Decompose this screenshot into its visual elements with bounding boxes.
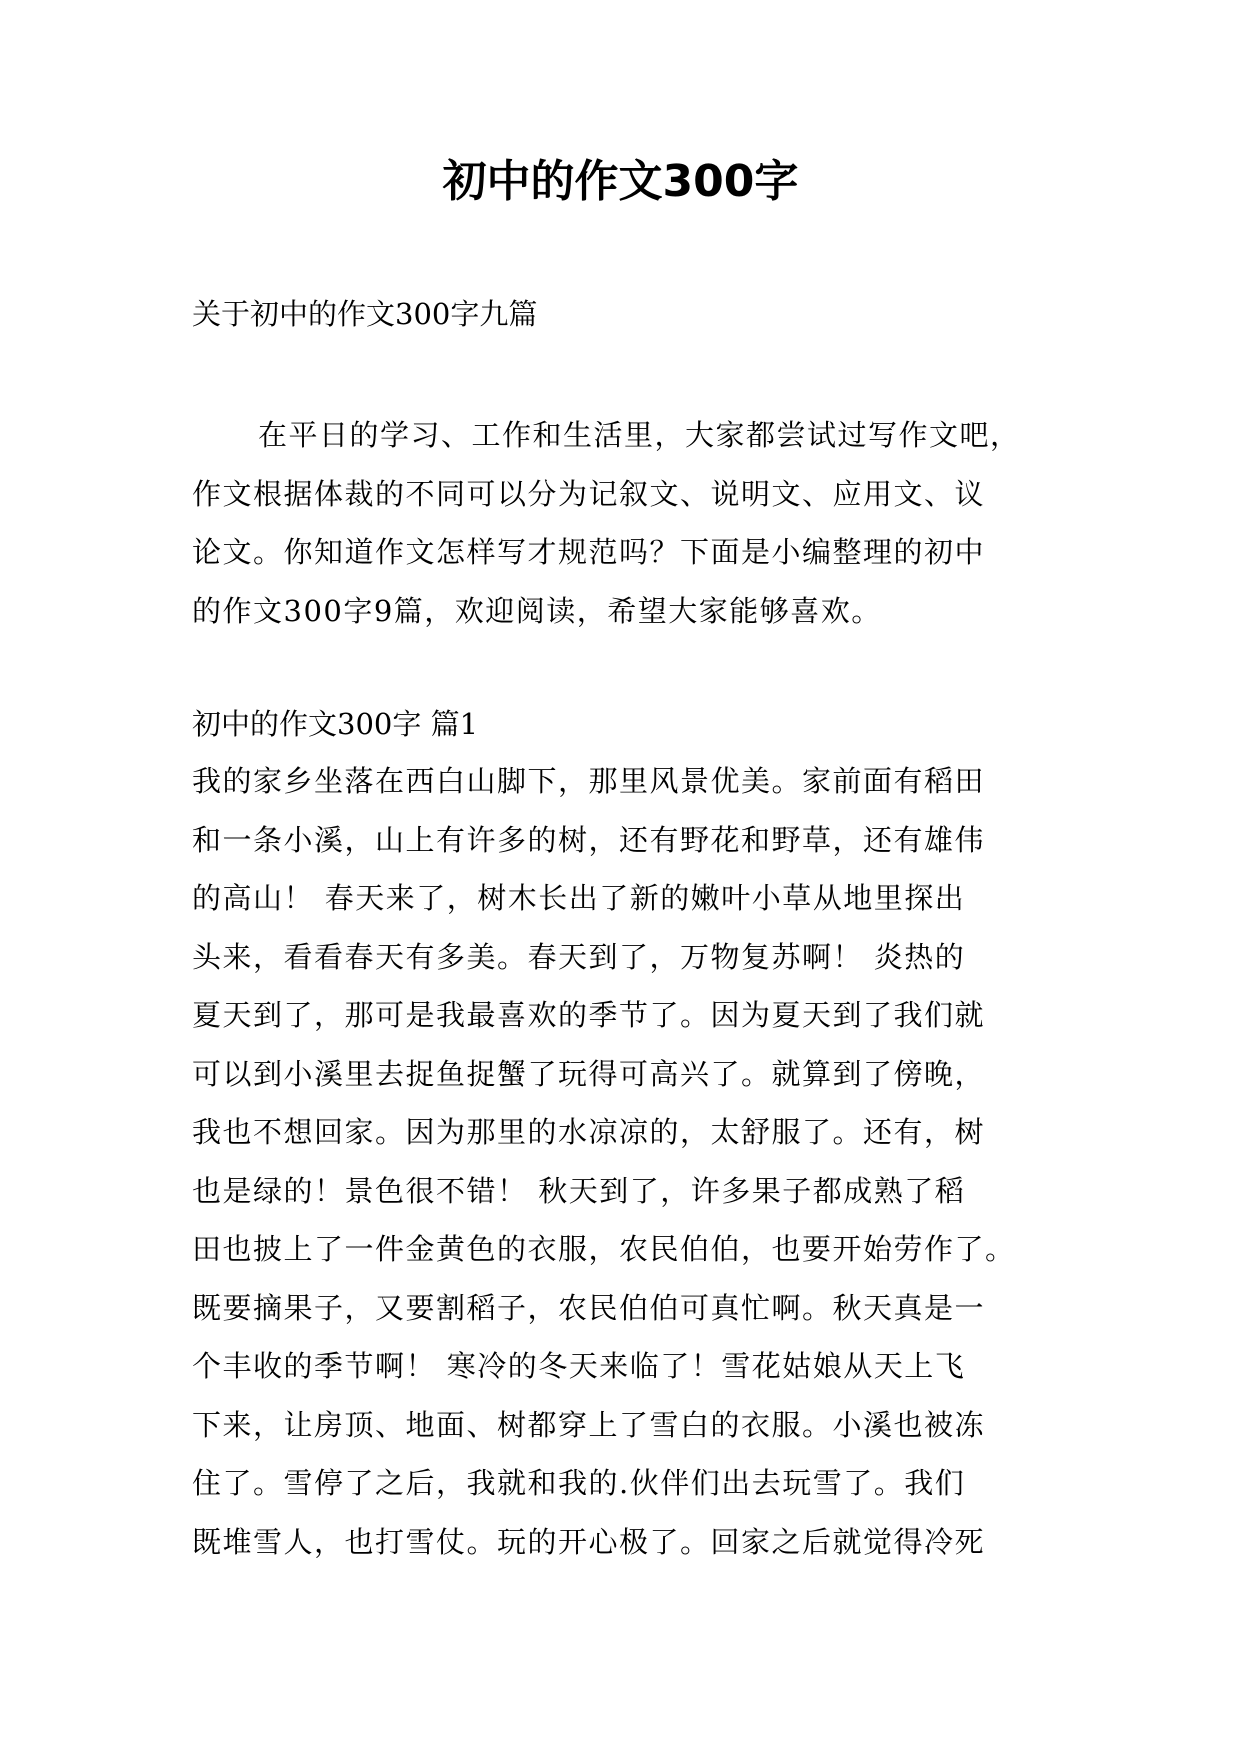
- body-line: 住了。雪停了之后，我就和我的.伙伴们出去玩雪了。我们: [192, 1466, 966, 1500]
- body-line: 的高山！ 春天来了，树木长出了新的嫩叶小草从地里探出: [192, 881, 966, 915]
- body-line: 我的家乡坐落在西白山脚下，那里风景优美。家前面有稻田: [192, 764, 986, 798]
- body-line: 田也披上了一件金黄色的衣服，农民伯伯，也要开始劳作了。: [192, 1232, 1016, 1266]
- body-line: 夏天到了，那可是我最喜欢的季节了。因为夏天到了我们就: [192, 998, 986, 1032]
- body-line: 下来，让房顶、地面、树都穿上了雪白的衣服。小溪也被冻: [192, 1407, 986, 1442]
- intro-paragraph: [192, 406, 1062, 640]
- body-line: 可以到小溪里去捉鱼捉蟹了玩得可高兴了。就算到了傍晚，: [192, 1056, 986, 1091]
- intro-line: 论文。你知道作文怎样写才规范吗？下面是小编整理的初中: [192, 535, 986, 569]
- body-line: 个丰收的季节啊！ 寒冷的冬天来临了！雪花姑娘从天上飞: [192, 1349, 966, 1383]
- body-line: 我也不想回家。因为那里的水凉凉的，太舒服了。还有，树: [192, 1115, 986, 1149]
- section-heading: 初中的作文300字 篇1: [192, 707, 479, 741]
- intro-line: 在平日的学习、工作和生活里，大家都尝试过写作文吧，: [258, 418, 1021, 452]
- intro-line: 作文根据体裁的不同可以分为记叙文、说明文、应用文、议: [192, 476, 986, 511]
- document-subtitle: 关于初中的作文300字九篇: [192, 297, 538, 331]
- body-line: 头来，看看春天有多美。春天到了，万物复苏啊！ 炎热的: [192, 939, 966, 974]
- essay-body: [192, 752, 1062, 1571]
- body-line: 既堆雪人，也打雪仗。玩的开心极了。回家之后就觉得冷死: [192, 1524, 986, 1559]
- document-title: 初中的作文300字: [442, 156, 799, 207]
- body-line: 和一条小溪，山上有许多的树，还有野花和野草，还有雄伟: [192, 822, 986, 857]
- body-line: 既要摘果子，又要割稻子，农民伯伯可真忙啊。秋天真是一: [192, 1290, 986, 1325]
- intro-line: 的作文300字9篇，欢迎阅读，希望大家能够喜欢。: [192, 593, 882, 628]
- body-line: 也是绿的！景色很不错！ 秋天到了，许多果子都成熟了稻: [192, 1173, 966, 1208]
